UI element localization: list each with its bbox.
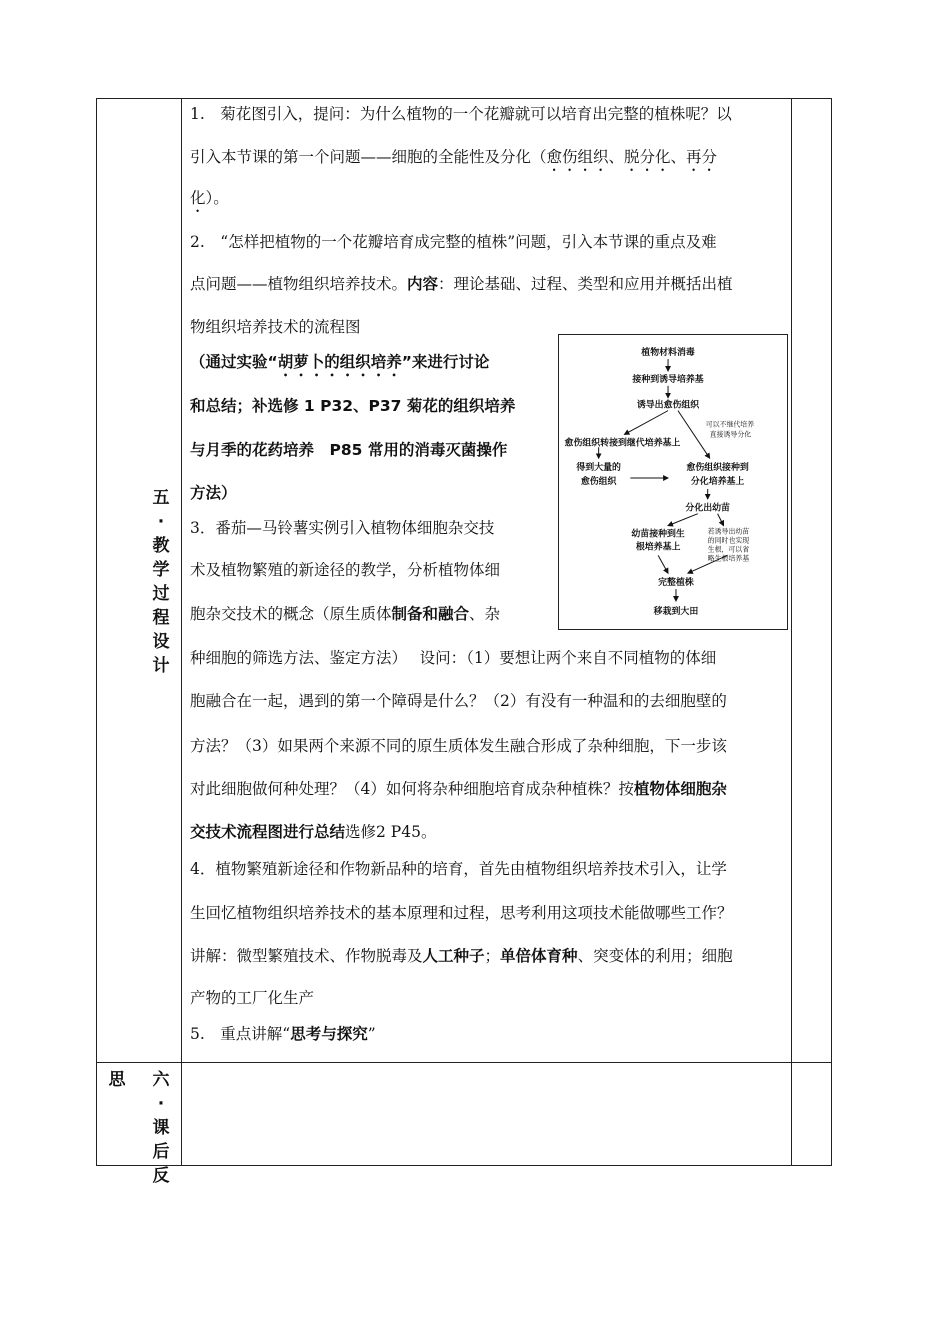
item2-line3: 物组织培养技术的流程图: [190, 318, 361, 336]
flow-step-rooting-a: 幼苗接种到生: [631, 529, 685, 540]
flow-side-note-2a: 若诱导出幼苗: [707, 527, 750, 536]
column-divider: [181, 99, 182, 1165]
flow-side-note-2c: 生根，可以省: [707, 545, 750, 554]
item4-line2: 生回忆植物组织培养技术的基本原理和过程，思考利用这项技术能做哪些工作？: [190, 904, 733, 922]
item2-line2: 点问题——植物组织培养技术。内容：理论基础、过程、类型和应用并概括出植: [190, 275, 733, 293]
flow-side-note-2d: 略生根培养基: [707, 554, 750, 563]
item3-line1: 3．番茄—马铃薯实例引入植物体细胞杂交技: [190, 519, 495, 537]
flow-arrow: [624, 411, 668, 435]
flow-step-whole-plant: 完整植株: [658, 578, 694, 589]
item3-line2: 术及植物繁殖的新途径的教学，分析植物体细: [190, 561, 501, 579]
flow-arrow: [668, 514, 698, 526]
flow-step-mass-callus-a: 得到大量的: [576, 463, 621, 474]
item5-line: 5. 重点讲解“思考与探究”: [190, 1025, 376, 1043]
flow-step-rooting-b: 根培养基上: [635, 542, 681, 553]
item2-line1: 2. “怎样把植物的一个花瓣培育成完整的植株”问题，引入本节课的重点及难: [190, 233, 717, 251]
item3-line6: 方法？（3）如果两个来源不同的原生质体发生融合形成了杂种细胞，下一步该: [190, 737, 727, 755]
item4-line3: 讲解：微型繁殖技术、作物脱毒及人工种子；单倍体育种、突变体的利用；细胞: [190, 947, 733, 965]
item3-line4: 种细胞的筛选方法、鉴定方法） 设问：（1）要想让两个来自不同植物的体细: [190, 649, 717, 667]
flow-side-note-1b: 直接诱导分化: [709, 430, 752, 439]
flow-step-differentiation-b: 分化培养基上: [690, 476, 745, 487]
item1-line1: 1. 菊花图引入，提问：为什么植物的一个花瓣就可以培育出完整的植株呢？以: [190, 105, 732, 123]
flow-arrow: [678, 411, 710, 459]
item3-line7: 对此细胞做何种处理？（4）如何将杂种细胞培育成杂种植株？按植物体细胞杂: [190, 780, 727, 798]
item4-line4: 产物的工厂化生产: [190, 989, 315, 1007]
flow-side-note-2b: 的同时也实现: [707, 536, 750, 545]
flow-step-transplant: 移栽到大田: [653, 606, 699, 617]
item4-line1: 4．植物繁殖新途径和作物新品种的培育，首先由植物组织培养技术引入，让学: [190, 860, 727, 878]
item3-line8: 交技术流程图进行总结选修2 P45。: [190, 823, 437, 841]
flow-arrow: [658, 555, 668, 573]
section6-label: 六 · 课 后 反: [152, 1070, 170, 1186]
experiment-note-2: 和总结；补选修 1 P32、P37 菊花的组织培养: [190, 397, 516, 415]
item1-line2: 引入本节课的第一个问题——细胞的全能性及分化（愈伤组织、脱分化、再分: [190, 148, 718, 166]
flow-step-differentiation-a: 愈伤组织接种到: [686, 463, 749, 474]
item1-line3: 化）。: [190, 189, 229, 207]
flowchart-svg: [559, 335, 787, 629]
flow-step-subculture: 愈伤组织转接到继代培养基上: [564, 438, 681, 449]
item3-line3: 胞杂交技术的概念（原生质体制备和融合、杂: [190, 605, 501, 623]
experiment-note-4: 方法）: [190, 484, 237, 502]
section5-label: 五 · 教 学 过 程 设 计: [152, 488, 170, 676]
flow-step-disinfect: 植物材料消毒: [641, 348, 695, 359]
tissue-culture-flowchart: [558, 334, 788, 630]
experiment-note-3: 与月季的花药培养 P85 常用的消毒灭菌操作: [190, 441, 508, 459]
section6-left-char: 思: [108, 1070, 126, 1090]
row-divider: [97, 1062, 831, 1063]
flow-step-inoculate: 接种到诱导培养基: [632, 374, 704, 385]
flow-step-seedling: 分化出幼苗: [685, 503, 730, 514]
flow-side-note-1a: 可以不继代培养: [705, 420, 755, 429]
experiment-note-1: （通过实验“胡萝卜的组织培养”来进行讨论: [190, 353, 490, 371]
flow-step-mass-callus-b: 愈伤组织: [580, 476, 617, 487]
column-divider: [791, 99, 792, 1165]
flow-arrow: [718, 514, 724, 526]
flow-step-induce-callus: 诱导出愈伤组织: [636, 400, 700, 411]
item3-line5: 胞融合在一起，遇到的第一个障碍是什么？（2）有没有一种温和的去细胞壁的: [190, 692, 727, 710]
